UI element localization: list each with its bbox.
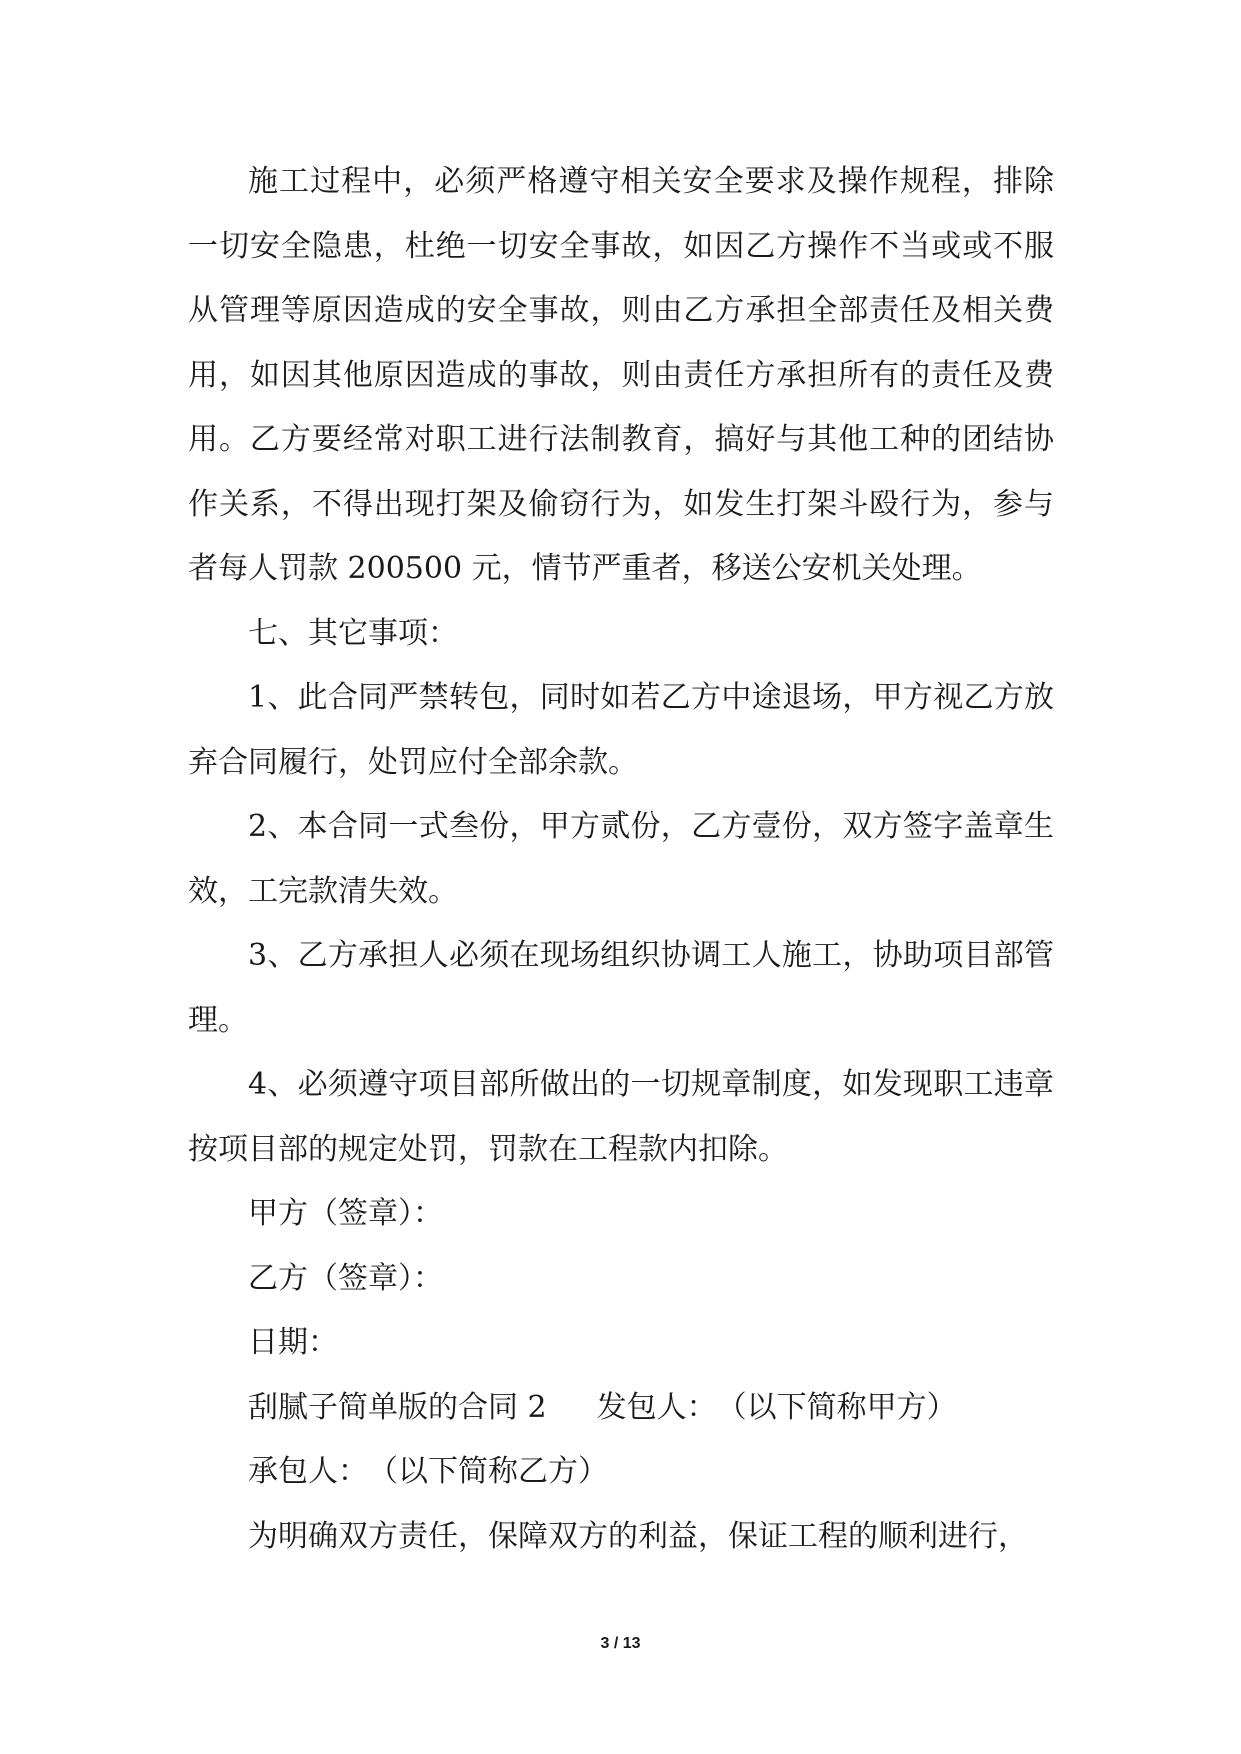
paragraph-intro: 为明确双方责任，保障双方的利益，保证工程的顺利进行， <box>248 1518 1028 1554</box>
contractor-line: 承包人： （以下简称乙方） <box>248 1454 608 1489</box>
paragraph-safety: 施工过程中，必须严格遵守相关安全要求及操作规程，排除一切安全隐患，杜绝一切安全事故，如因乙方操作不当或或不服从管理等原因造成的安全事故，则由乙方承担全部责任及相关费用，如因其他原因造成的事故，则由责任方承担所有的责任及费用。乙方要经常对职工进行法制教育，搞好与其他工种的团结协作关系，不得出现打架及偷窃行为，如发生打架斗殴行为，参与者每人罚款 200500 元，情节严重者，移送公安机关处理。 <box>188 164 1054 586</box>
paragraph-item-1: 1、此合同严禁转包，同时如若乙方中途退场，甲方视乙方放弃合同履行，处罚应付全部余款。 <box>188 680 1054 780</box>
contract-title-line <box>188 1376 1054 1441</box>
paragraph-item-3: 3、乙方承担人必须在现场组织协调工人施工，协助项目部管理。 <box>188 938 1054 1038</box>
party-a-signature-line: 甲方（签章）： <box>248 1196 443 1231</box>
heading-other-matters: 七、其它事项： <box>248 615 458 651</box>
employer-line: 发包人： （以下简称甲方） <box>596 1389 957 1425</box>
page-number: 3 / 13 <box>600 1635 641 1652</box>
contract-title: 刮腻子简单版的合同 2 <box>248 1389 547 1425</box>
date-line: 日期： <box>248 1325 338 1360</box>
paragraph-item-2: 2、本合同一式叁份，甲方贰份，乙方壹份，双方签字盖章生效，工完款清失效。 <box>188 809 1054 909</box>
paragraph-item-4: 4、必须遵守项目部所做出的一切规章制度，如发现职工违章按项目部的规定处罚，罚款在工程款内扣除。 <box>188 1067 1054 1167</box>
party-b-signature-line: 乙方（签章）： <box>248 1260 443 1296</box>
document-body <box>188 150 1054 1569</box>
